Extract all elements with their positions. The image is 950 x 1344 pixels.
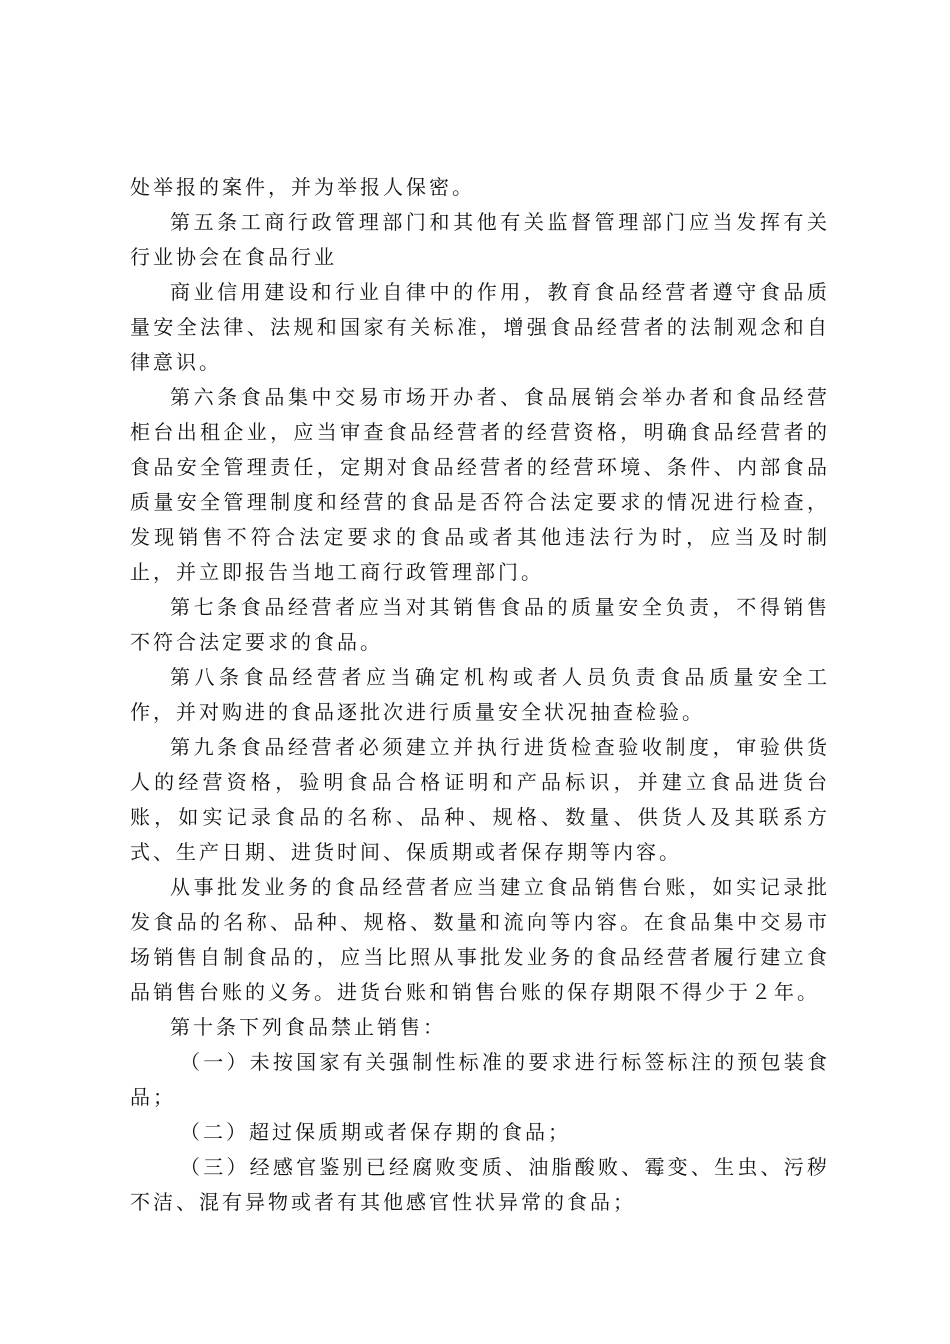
paragraph-article-5: 第五条工商行政管理部门和其他有关监督管理部门应当发挥有关行业协会在食品行业 xyxy=(130,210,830,269)
paragraph-article-9: 第九条食品经营者必须建立并执行进货检查验收制度，审验供货人的经营资格，验明食品合格证明和产品标识，并建立食品进货台账，如实记录食品的名称、品种、规格、数量、供货人及其联系方式、生产日期、进货时间、保质期或者保存期等内容。 xyxy=(130,735,830,864)
paragraph-reporting-confidentiality: 处举报的案件，并为举报人保密。 xyxy=(130,175,475,199)
document-body xyxy=(130,170,830,1220)
list-item-1: （一）未按国家有关强制性标准的要求进行标签标注的预包装食品； xyxy=(130,1050,830,1109)
paragraph-article-5-continued: 商业信用建设和行业自律中的作用，教育食品经营者遵守食品质量安全法律、法规和国家有关标准，增强食品经营者的法制观念和自律意识。 xyxy=(130,280,830,374)
paragraph-article-7: 第七条食品经营者应当对其销售食品的质量安全负责，不得销售不符合法定要求的食品。 xyxy=(130,595,830,654)
paragraph-article-10: 第十条下列食品禁止销售： xyxy=(170,1015,446,1039)
list-item-3: （三）经感官鉴别已经腐败变质、油脂酸败、霉变、生虫、污秽不洁、混有异物或者有其他感官性状异常的食品； xyxy=(130,1155,830,1214)
list-item-2: （二）超过保质期或者保存期的食品； xyxy=(180,1120,571,1144)
paragraph-article-8: 第八条食品经营者应当确定机构或者人员负责食品质量安全工作，并对购进的食品逐批次进行质量安全状况抽查检验。 xyxy=(130,665,830,724)
paragraph-wholesale-ledger: 从事批发业务的食品经营者应当建立食品销售台账，如实记录批发食品的名称、品种、规格、数量和流向等内容。在食品集中交易市场销售自制食品的，应当比照从事批发业务的食品经营者履行建立食品销售台账的义务。进货台账和销售台账的保存期限不得少于２年。 xyxy=(130,875,830,1004)
paragraph-article-6: 第六条食品集中交易市场开办者、食品展销会举办者和食品经营柜台出租企业，应当审查食品经营者的经营资格，明确食品经营者的食品安全管理责任，定期对食品经营者的经营环境、条件、内部食品质量安全管理制度和经营的食品是否符合法定要求的情况进行检查，发现销售不符合法定要求的食品或者其他违法行为时，应当及时制止，并立即报告当地工商行政管理部门。 xyxy=(130,385,830,584)
